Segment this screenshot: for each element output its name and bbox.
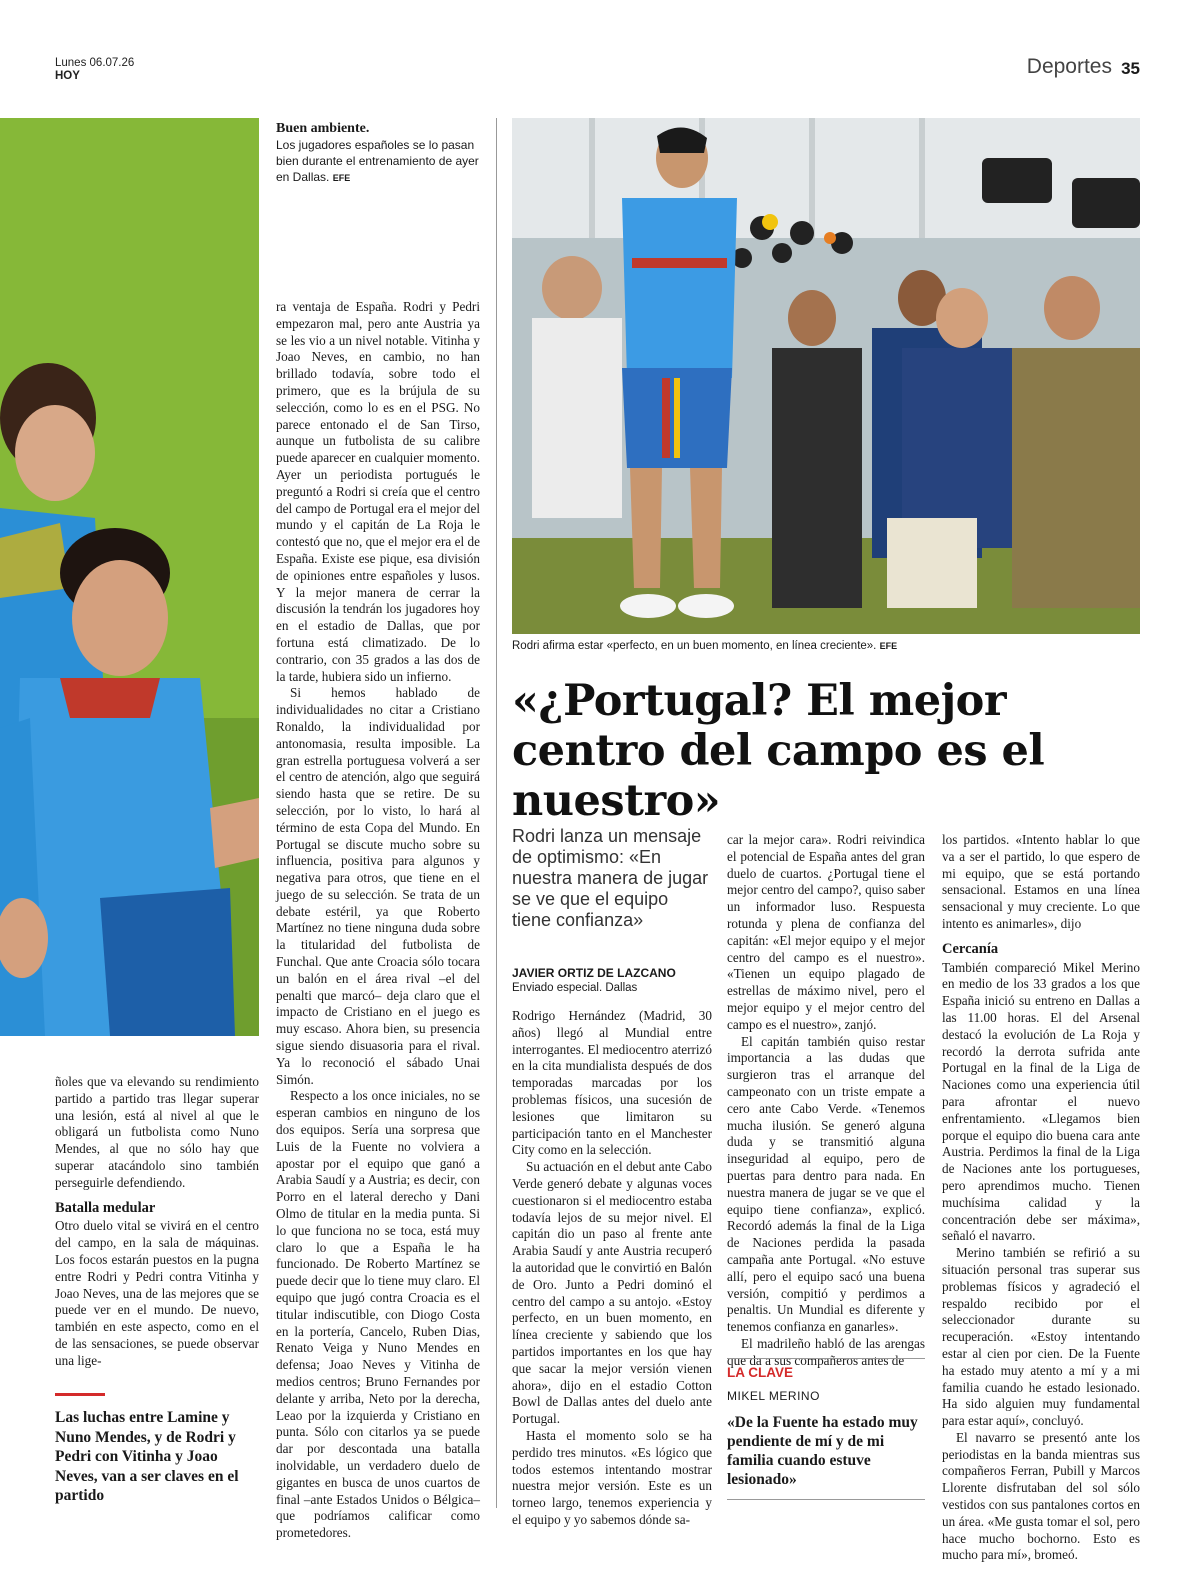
byline-author: JAVIER ORTIZ DE LAZCANO — [512, 966, 676, 980]
byline-role: Enviado especial. Dallas — [512, 982, 638, 994]
training-photo — [0, 118, 259, 1036]
column-e — [942, 832, 1140, 1564]
la-clave-person: MIKEL MERINO — [727, 1389, 820, 1403]
la-clave-label: LA CLAVE — [727, 1365, 793, 1380]
rodri-press-photo-illustration — [512, 118, 1140, 634]
col-a-paragraph-1: ñoles que va elevando su rendimiento partido a partido tras llegar superar una lesión, está al nivel al que le obligará un futbolista como Nuno Mendes, al que no sólo hay que superar atacándolo sino también perseguirle defendiendo. — [55, 1074, 259, 1190]
col-e-paragraph-2: También compareció Mikel Merino en medio de los 33 grados a los que España inició su entreno en Dallas a las 11.00 horas. El del Arsenal destacó la evolución de La Roja y recordó la derrota sufrida ante Portugal en la final de la Liga de Naciones como una experiencia útil para afrontar el nuevo enfrentamiento. «Llegamos bien porque el equipo dio buena cara ante Austria. Perdimos la final de la Liga de Naciones ante los portugueses, pero aprendimos mucho. Tienen muchísima calidad y la concentración debe ser máxima», señaló el navarro. — [942, 959, 1140, 1244]
col-c-paragraph-1: Rodrigo Hernández (Madrid, 30 años) llegó al Mundial entre interrogantes. El mediocentro aterrizó en la cita mundialista después de dos temporadas marcadas por los problemas físicos, una sucesión de lesiones que limitaron su participación tanto en el Manchester City como en la selección. — [512, 1008, 712, 1158]
column-b — [276, 299, 480, 1542]
pull-quote-text: Las luchas entre Lamine y Nuno Mendes, y de Rodri y Pedri con Vitinha y Joao Neves, van a ser claves en el partido — [55, 1409, 239, 1504]
col-e-paragraph-1: los partidos. «Intento hablar lo que va a ser el partido, lo que espero de mi equipo, que se está portando sensacional. Estamos en una línea sensacional y muy creciente. Lo que intento es animarles», dijo — [942, 832, 1140, 931]
section-title: Deportes — [1026, 55, 1112, 78]
rodri-press-photo — [512, 118, 1140, 634]
col-c-paragraph-3: Hasta el momento solo se ha perdido tres minutos. «Es lógico que todos estemos intentando mostrar nuestra mejor versión. Este es un torneo largo, tenemos experiencia y el equipo y yo sabemos dónde sa- — [512, 1427, 712, 1527]
column-divider — [496, 118, 497, 1508]
paper-name: HOY — [55, 70, 80, 82]
col-b-paragraph-1: ra ventaja de España. Rodri y Pedri empezaron mal, pero ante Austria ya se les vio a un nivel notable. Vitinha y Joao Neves, en cambio, no han brillado todavía, sobre todo el primero, que es la brújula de su selección, como lo es en el PSG. No parece entonado el de San Tirso, aunque un futbolista de su calibre puede aparecer en cualquier momento. Ayer un periodista portugués le preguntó a Rodri si creía que el centro del campo de Portugal era el mejor del mundo y el capitán de La Roja le contestó que no, que el mejor era el de España. Existe ese pique, esa división de opiniones entre españoles y lusos. Y la mejor manera de cerrar la discusión la tendrán los jugadores hoy en el estadio de Dallas, que por fortuna está climatizado. De lo contrario, con 35 grados a las dos de la tarde, hubiera sido un infierno. — [276, 299, 480, 684]
main-photo-caption — [512, 640, 1140, 652]
col-d-paragraph-1: car la mejor cara». Rodri reivindica el potencial de España antes del gran duelo de cuartos. ¿Portugal tiene el mejor centro del campo?, quiso saber un informador luso. Respuesta rotunda y plena de confianza del capitán: «El mejor equipo y el mejor centro del campo es el nuestro». «Tienen un equipo plagado de estrellas de máximo nivel, pero el mejor equipo y el mejor centro del campo es el nuestro», zanjó. — [727, 832, 925, 1032]
col-e-paragraph-4: El navarro se presentó ante los periodistas en la banda mientras sus compañeros Ferran, Pubill y Marcos Llorente disfrutaban del sol sólo vestidos con sus pantalones cortos en un área. «Me gusta tomar el sol, pero hace mucho bochorno. Esto es mucho para mí», bromeó. — [942, 1429, 1140, 1563]
la-clave-quote: «De la Fuente ha estado muy pendiente de mí y de mi familia cuando estuve lesionado» — [727, 1413, 925, 1500]
main-caption-source: EFE — [879, 641, 898, 651]
pull-quote-accent-bar — [55, 1393, 105, 1396]
la-clave-box — [727, 1358, 925, 1500]
col-d-paragraph-3: El madrileño habló de las arengas que da a sus compañeros antes de — [727, 1335, 925, 1368]
column-c — [512, 1008, 712, 1529]
col-e-paragraph-3: Merino también se refirió a su situación personal tras superar sus problemas físicos y agradeció el respaldo recibido por el seleccionador durante su recuperación. «Estoy intentando estar al cien por cien. De la Fuente ha estado muy atento a mí y a mi familia cuando he estado lesionado. Ha sido alguien muy fundamental para estar aquí», concluyó. — [942, 1245, 1140, 1429]
col-a-paragraph-2: Otro duelo vital se vivirá en el centro del campo, en la sala de máquinas. Los focos estarán puestos en la pugna entre Rodri y Pedri contra Vitinha y Joao Neves, una de las mejores que se puede ver en el mundo. De nuevo, también en este aspecto, como en el de las sensaciones, se puede observar una lige- — [55, 1218, 259, 1368]
column-a — [55, 1074, 259, 1370]
col-a-subheading: Batalla medular — [55, 1199, 156, 1216]
photo-caption-top — [276, 121, 486, 186]
col-e-subheading: Cercanía — [942, 940, 999, 957]
pull-quote — [55, 1393, 259, 1506]
col-c-paragraph-2: Su actuación en el debut ante Cabo Verde generó debate y algunas voces cuestionaron si el mediocentro estaba todavía lejos de su mejor nivel. El capitán dio un paso al frente ante Arabia Saudí y ante Austria recuperó la autoridad que le convirtió en Balón de Oro. Junto a Pedri dominó el centro del campo a su antojo. «Estoy perfecto, en un buen momento, en línea creciente y sabiendo que los partidos importantes en los que hay que sacar la mejor versión vienen ahora», dijo en el estadio Cotton Bowl de Dallas antes del duelo ante Portugal. — [512, 1159, 712, 1427]
date-text: Lunes 06.07.26 — [55, 57, 135, 69]
col-b-paragraph-2: Si hemos hablado de individualidades no citar a Cristiano Ronaldo, la individualidad por antonomasia, resulta imposible. La gran estrella portuguesa volverá a ser el centro de atención, algo que seguirá siendo hasta que se retire. De su selección, por lo visto, lo hará al término de esta Copa del Mundo. En Portugal se discute mucho sobre su influencia, positiva para algunos y negativa para otros, que tiene en el juego de su selección. Se trata de un debate estéril, ya que Roberto Martínez no tiene ninguna duda sobre la titularidad del futbolista de Funchal. Que ante Croacia sólo tocara un balón en el área rival –el del penalti que marcó– deja claro que el impacto de Cristiano en el juego es muy escaso. Ahora bien, su presencia sigue siendo disuasoria para el rival. Ya lo reconoció el sábado Unai Simón. — [276, 685, 480, 1087]
caption-source: EFE — [332, 173, 351, 183]
main-caption-text: Rodri afirma estar «perfecto, en un buen momento, en línea creciente». — [512, 640, 877, 652]
caption-text: Los jugadores españoles se lo pasan bien durante el entrenamiento de ayer en Dallas. — [276, 138, 479, 184]
article-subhead: Rodri lanza un mensaje de optimismo: «En nuestra manera de jugar se ve que el equipo tiene confianza» — [512, 826, 709, 930]
col-d-paragraph-2: El capitán también quiso restar importancia a las dudas que surgieron tras el arranque del campeonato con un triste empate a cero ante Cabo Verde. «Tenemos mucha ilusión. Se generó alguna duda y se transmitió alguna inseguridad al equipo, pero de puertas para dentro para nada. En nuestra manera de jugar se ve que el equipo tiene confianza», explicó. Recordó además la final de la Liga de Naciones perdida la pasada campaña ante Portugal. «No estuve allí, pero el equipo sacó una buena versión, compitió y perdimos a penaltis. Un Mundial es diferente y tenemos confianza en ganarles». — [727, 1033, 925, 1335]
training-photo-illustration — [0, 118, 259, 1036]
column-d — [727, 832, 925, 1370]
byline — [512, 966, 712, 994]
article-headline: «¿Portugal? El mejor centro del campo es el nuestro» — [512, 676, 1045, 826]
col-b-paragraph-3: Respecto a los once iniciales, no se esperan cambios en ninguno de los dos equipos. Sería una sorpresa que Luis de la Fuente no volviera a apostar por el equipo que ganó a Arabia Saudí y a Austria; es decir, con Porro en el lateral derecho y Dani Olmo de titular en la media punta. Si lo que funciona no se toca, está muy claro lo que a España le ha funcionado. De Roberto Martínez se puede decir que lo tiene muy claro. El equipo que jugó contra Croacia es el titular indiscutible, con Diogo Costa en la portería, Cancelo, Ruben Dias, Renato Veiga y Nuno Mendes en defensa; Joao Neves y Vitinha de medios centros; Bruno Fernandes por delante y arriba, Neto por la derecha, Leao por la izquierda y Cristiano en punta. Sólo con citarlos ya se puede dar por descontada una batalla inolvidable, un verdadero duelo de gigantes en busca de unos cuartos de final –ante Estados Unidos o Bélgica– que podríamos calificar como prometedores. — [276, 1088, 480, 1541]
page-date — [55, 57, 134, 83]
page-number: 35 — [1121, 59, 1140, 78]
caption-title: Buen ambiente. — [276, 121, 370, 136]
